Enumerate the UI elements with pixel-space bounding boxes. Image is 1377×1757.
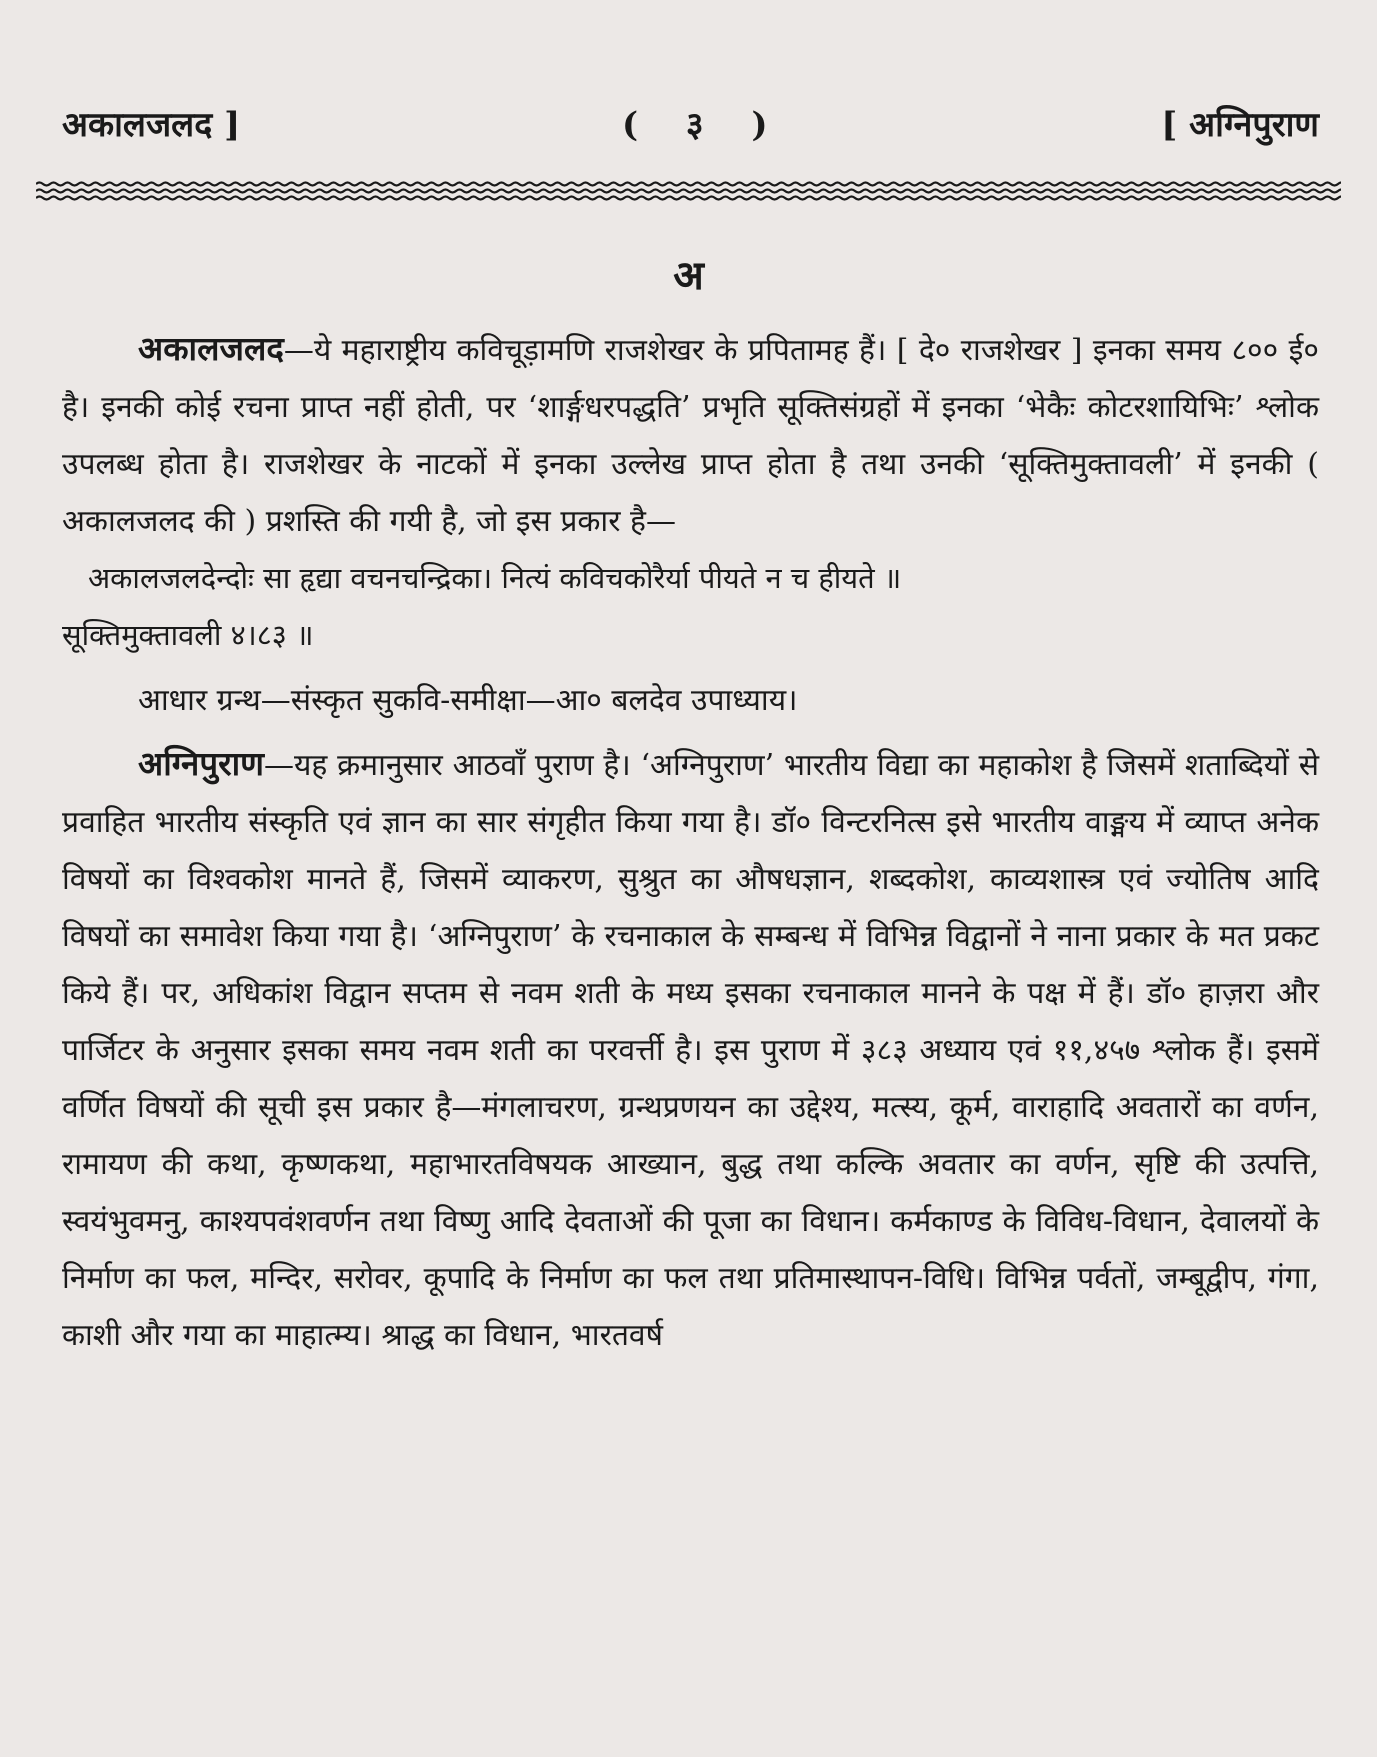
source-reference: आधार ग्रन्थ—संस्कृत सुकवि-समीक्षा—आ० बलदेव उपाध्याय। (138, 683, 798, 718)
verse-quote: अकालजलदेन्दोः सा हृद्या वचनचन्द्रिका। नित्यं कविचकोरैर्या पीयते न च हीयते ॥ (88, 561, 902, 595)
page-number: ( ३ ) (622, 105, 786, 145)
running-head-left: अकालजलद ] (62, 105, 241, 145)
running-head-right: [ अग्निपुराण (1161, 105, 1319, 145)
body-text (62, 320, 1319, 1364)
entry-text: —यह क्रमानुसार आठवाँ पुराण है। ‘अग्निपुराण’ भारतीय विद्या का महाकोश है जिसमें शताब्दियों से प्रवाहित भारतीय संस्कृति एवं ज्ञान का सार संगृहीत किया गया है। डॉ० विन्टरनित्स इसे भारतीय वाङ्मय में व्याप्त अनेक विषयों का विश्वकोश मानते हैं, जिसमें व्याकरण, सुश्रुत का औषधज्ञान, शब्दकोश, काव्यशास्त्र एवं ज्योतिष आदि विषयों का समावेश किया गया है। ‘अग्निपुराण’ के रचनाकाल के सम्बन्ध में विभिन्न विद्वानों ने नाना प्रकार के मत प्रकट किये हैं। पर, अधिकांश विद्वान सप्तम से नवम शती के मध्य इसका रचनाकाल मानने के पक्ष में हैं। डॉ० हाज़रा और पार्जिटर के अनुसार इसका समय नवम शती का परवर्त्ती है। इस पुराण में ३८३ अध्याय एवं ११,४५७ श्लोक हैं। इसमें वर्णित विषयों की सूची इस प्रकार है—मंगलाचरण, ग्रन्थप्रणयन का उद्देश्य, मत्स्य, कूर्म, वाराहादि अवतारों का वर्णन, रामायण की कथा, कृष्णकथा, महाभारतविषयक आख्यान, बुद्ध तथा कल्कि अवतार का वर्णन, सृष्टि की उत्पत्ति, स्वयंभुवमनु, काश्यपवंशवर्णन तथा विष्णु आदि देवताओं की पूजा का विधान। कर्मकाण्ड के विविध-विधान, देवालयों के निर्माण का फल, मन्दिर, सरोवर, कूपादि के निर्माण का फल तथा प्रतिमास्थापन-विधि। विभिन्न पर्वतों, जम्बूद्वीप, गंगा, काशी और गया का माहात्म्य। श्राद्ध का विधान, भारतवर्ष (62, 748, 1319, 1353)
entry-paragraph (62, 735, 1319, 1364)
entry-paragraph (62, 320, 1319, 550)
running-head (62, 100, 1319, 160)
wavy-divider (36, 176, 1341, 206)
section-letter: अ (673, 252, 704, 299)
entry-headword: अकालजलद (138, 329, 284, 368)
verse-reference: सूक्तिमुक्तावली ४।८३ ॥ (62, 618, 314, 652)
entry-headword: अग्निपुराण (138, 744, 264, 783)
entry-text: —ये महाराष्ट्रीय कविचूड़ामणि राजशेखर के प्रपितामह हैं। [ दे० राजशेखर ] इनका समय ८०० ई० है। इनकी कोई रचना प्राप्त नहीं होती, पर ‘शार्ङ्गधरपद्धति’ प्रभृति सूक्तिसंग्रहों में इनका ‘भेकैः कोटरशायिभिः’ श्लोक उपलब्ध होता है। राजशेखर के नाटकों में इनका उल्लेख प्राप्त होता है तथा उनकी ‘सूक्तिमुक्तावली’ में इनकी ( अकालजलद की ) प्रशस्ति की गयी है, जो इस प्रकार है— (62, 333, 1319, 539)
